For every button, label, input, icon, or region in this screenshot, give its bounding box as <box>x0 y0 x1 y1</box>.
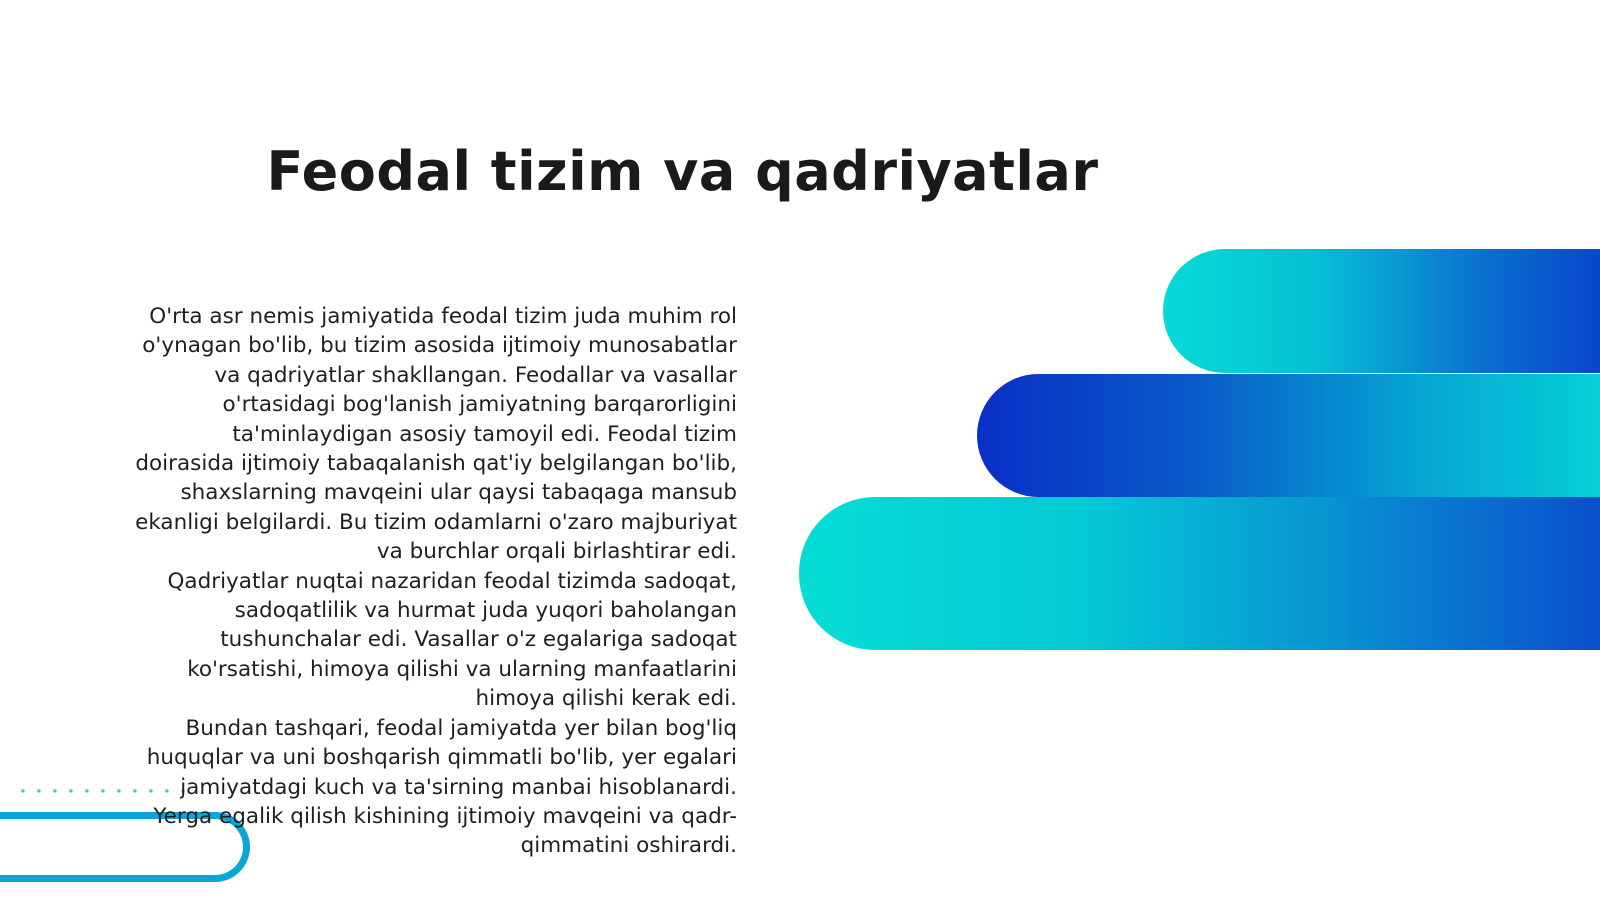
slide-body-text <box>130 302 737 861</box>
body-paragraph: Bundan tashqari, feodal jamiyatda yer bilan bog'liq huquqlar va uni boshqarish qimmatli bo'lib, yer egalari jamiyatdagi kuch va ta'sirning manbai hisoblanardi. Yerga egalik qilish kishining ijtimoiy mavqeini va qadr-qimmatini oshirardi. <box>146 715 737 859</box>
decorative-gradient-bar-bottom <box>799 497 1600 650</box>
body-paragraph: Qadriyatlar nuqtai nazaridan feodal tizimda sadoqat, sadoqatlilik va hurmat juda yuqori baholangan tushunchalar edi. Vasallar o'z egalariga sadoqat ko'rsatishi, himoya qilishi va ularning manfaatlarini himoya qilishi kerak edi. <box>167 568 737 712</box>
slide-title: Feodal tizim va qadriyatlar <box>266 140 1099 203</box>
decorative-gradient-bar-middle <box>977 374 1600 497</box>
body-paragraph: O'rta asr nemis jamiyatida feodal tizim juda muhim rol o'ynagan bo'lib, bu tizim asosida ijtimoiy munosabatlar va qadriyatlar shakllangan. Feodallar va vasallar o'rtasidagi bog'lanish jamiyatning barqarorligini ta'minlaydigan asosiy tamoyil edi. Feodal tizim doirasida ijtimoiy tabaqalanish qat'iy belgilangan bo'lib, shaxslarning mavqeini ular qaysi tabaqaga mansub ekanligi belgilardi. Bu tizim odamlarni o'zaro majburiyat va burchlar orqali birlashtirar edi. <box>135 304 737 565</box>
decorative-gradient-bar-top <box>1163 249 1600 373</box>
